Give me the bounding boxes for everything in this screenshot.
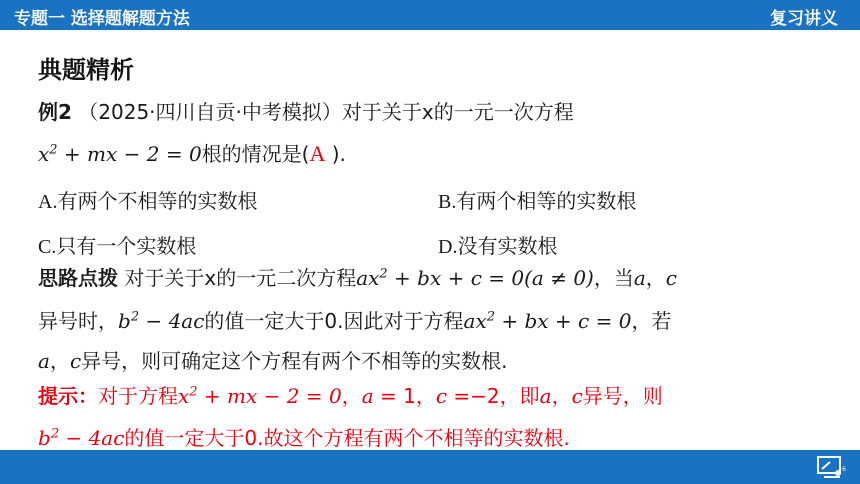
hint-line-2 <box>38 422 570 451</box>
hint-text-4: 的值一定大于0.故这个方程有两个不相等的实数根. <box>124 426 570 450</box>
header-bar <box>0 0 860 30</box>
analysis-line-1: 思路点拨 对于关于x的一元二次方程$ax^2$ + bx + c = 0(a ≠ 0)，当a，c <box>38 266 677 290</box>
hint-equation: $x^2$ + mx − 2 = 0 <box>178 384 342 408</box>
hint-text-3: 异号，则 <box>582 384 663 408</box>
hint-text-1: 对于方程 <box>98 384 178 408</box>
hint-a: a <box>361 384 374 408</box>
equation-general-2: $ax^2$ + bx + c = 0 <box>463 309 632 333</box>
analysis-text-5: ，若 <box>631 309 672 333</box>
question-text-2: 根的情况是( <box>201 142 310 166</box>
page-number: 6 <box>842 466 846 473</box>
analysis-label: 思路点拨 <box>38 266 118 290</box>
analysis-text-1: 对于关于x的一元二次方程 <box>124 266 357 290</box>
analysis-text-2: ，当 <box>593 266 634 290</box>
header-title: 专题一 选择题解题方法 <box>14 9 190 29</box>
question-line-2 <box>38 138 346 167</box>
general-equation: $ax^2$ + bx + c = 0(a ≠ 0) <box>356 266 594 290</box>
discriminant: $b^2 - 4ac$ <box>118 309 205 333</box>
equation: $x^2$ + mx − 2 = 0 <box>38 142 202 166</box>
section-title: 典题精析 <box>38 56 134 84</box>
answer-mark: A <box>309 141 326 166</box>
analysis-line-2 <box>38 305 671 334</box>
analysis-text-4: 的值一定大于0.因此对于方程 <box>204 309 464 333</box>
example-label: 例2 <box>38 100 72 124</box>
analysis-text-3: 异号时， <box>38 309 118 333</box>
question-text-1: 对于关于x的一元一次方程 <box>341 100 574 124</box>
var-ac-1: a <box>633 266 646 290</box>
analysis-text-6: 异号，则可确定这个方程有两个不相等的实数根. <box>81 349 508 373</box>
option-b: B.有两个相等的实数根 <box>438 191 637 213</box>
question-line-1 <box>38 96 574 125</box>
header-right-label: 复习讲义 <box>770 9 838 29</box>
hint-text-2: ，即 <box>499 384 540 408</box>
hint-line-1: 提示：对于方程$x^2$ + mx − 2 = 0，a = 1，c =−2，即a，c异号，则 <box>38 384 663 408</box>
hint-c: c <box>435 384 448 408</box>
hint-var-c: c <box>571 384 583 408</box>
hint-discriminant: $b^2 - 4ac$ <box>38 426 125 450</box>
example-source: （2025·四川自贡·中考模拟） <box>78 100 342 124</box>
var-ac-2: a <box>38 349 50 373</box>
option-d: D.没有实数根 <box>438 236 558 258</box>
footer-bar <box>0 450 860 484</box>
var-c-1: c <box>665 266 677 290</box>
hint-label: 提示： <box>38 384 98 408</box>
option-a: A.有两个不相等的实数根 <box>38 191 258 213</box>
hint-var-a: a <box>539 384 552 408</box>
var-c-2: c <box>69 349 82 373</box>
analysis-line-3: a，c异号，则可确定这个方程有两个不相等的实数根. <box>38 349 508 373</box>
option-c: C.只有一个实数根 <box>38 236 197 258</box>
question-text-3: ). <box>331 142 346 166</box>
